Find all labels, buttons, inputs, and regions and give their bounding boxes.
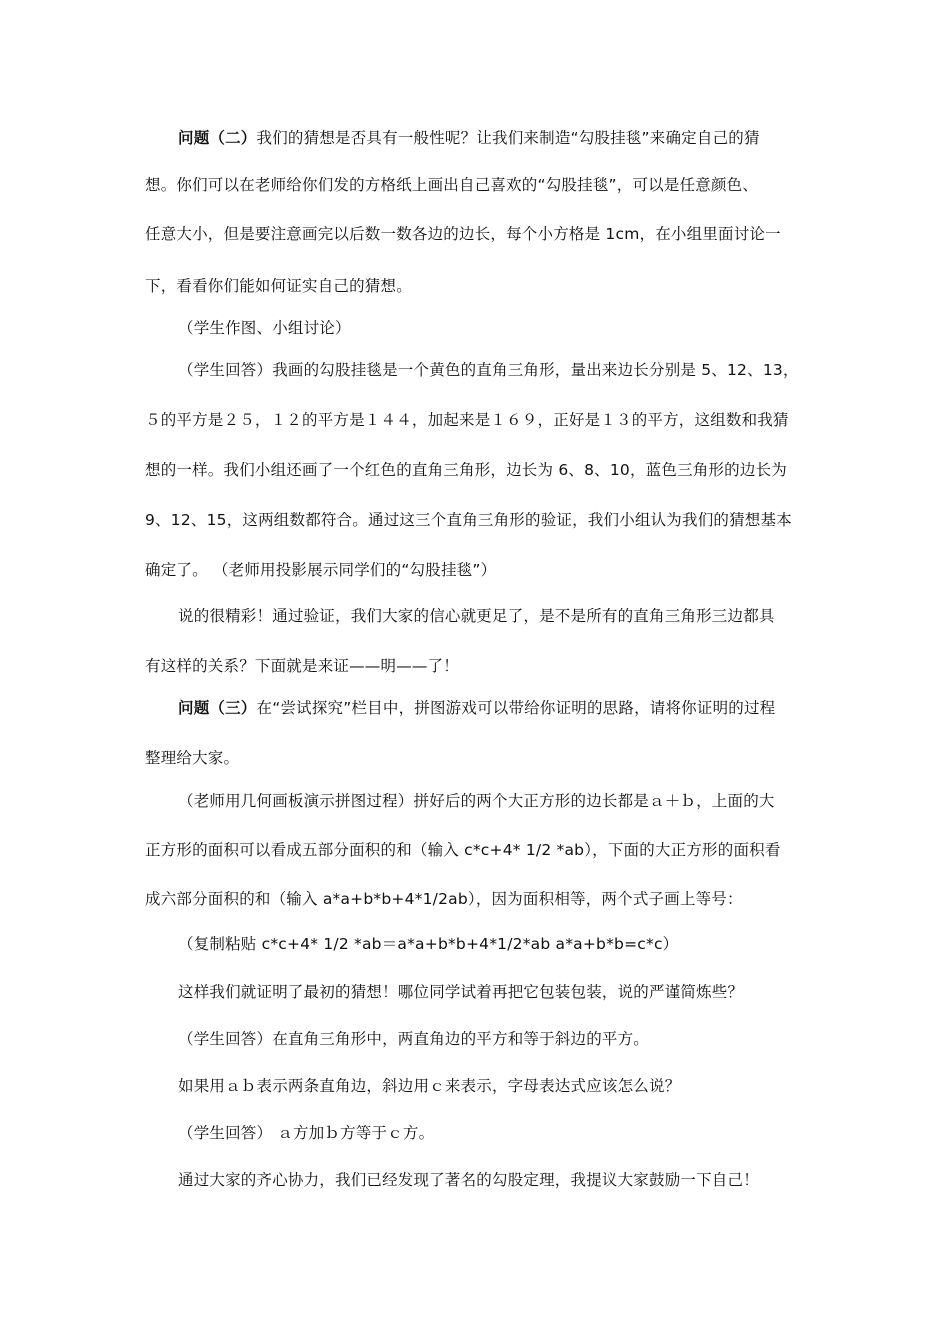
- paragraph-line: [145, 460, 815, 480]
- paragraph-line: [145, 410, 815, 430]
- paragraph-line: [145, 175, 815, 195]
- line-text: （老师用几何画板演示拼图过程）拼好后的两个大正方形的边长都是ａ＋ｂ，上面的大: [178, 792, 775, 810]
- paragraph-line: [178, 606, 818, 626]
- line-text: 确定了。 （老师用投影展示同学们的“勾股挂毯”）: [145, 561, 497, 579]
- paragraph-line: [145, 276, 815, 296]
- paragraph-line: [178, 791, 818, 811]
- paragraph-line: [145, 656, 815, 676]
- line-text: 通过大家的齐心协力，我们已经发现了著名的勾股定理，我提议大家鼓励一下自己！: [178, 1171, 759, 1189]
- line-text: （学生作图、小组讨论）: [178, 319, 351, 337]
- paragraph-line: [145, 560, 815, 580]
- line-text: 整理给大家。: [145, 749, 240, 767]
- line-text: 如果用ａｂ表示两条直角边，斜边用ｃ来表示，字母表达式应该怎么说？: [178, 1077, 681, 1095]
- line-text: （学生回答） ａ方加ｂ方等于ｃ方。: [178, 1124, 435, 1142]
- paragraph-line: [145, 889, 815, 909]
- question-heading: 问题（三）: [178, 699, 257, 717]
- paragraph-line: [178, 1123, 818, 1143]
- line-text: 想。你们可以在老师给你们发的方格纸上画出自己喜欢的“勾股挂毯”，可以是任意颜色、: [145, 176, 759, 194]
- paragraph-line: [145, 748, 815, 768]
- line-text: 成六部分面积的和（输入 a*a+b*b+4*1/2ab），因为面积相等，两个式子画上等号：: [145, 890, 743, 908]
- line-text: 任意大小，但是要注意画完以后数一数各边的边长，每个小方格是 1cm，在小组里面讨论一: [145, 225, 781, 243]
- paragraph-line: [178, 1076, 818, 1096]
- line-text: 在“尝试探究”栏目中，拼图游戏可以带给你证明的思路，请将你证明的过程: [256, 699, 776, 717]
- paragraph-line: [178, 982, 818, 1002]
- line-text: （学生回答）我画的勾股挂毯是一个黄色的直角三角形，量出来边长分别是 5、12、13，: [178, 361, 799, 379]
- paragraph-line: [178, 698, 818, 718]
- line-text: 下，看看你们能如何证实自己的猜想。: [145, 277, 412, 295]
- paragraph-line: [178, 318, 818, 338]
- line-text: 我们的猜想是否具有一般性呢？让我们来制造“勾股挂毯”来确定自己的猜: [256, 129, 760, 147]
- paragraph-line: [178, 1029, 818, 1049]
- line-text: 正方形的面积可以看成五部分面积的和（输入 c*c+4* 1/2 *ab），下面的大正方形的面积看: [145, 841, 781, 859]
- line-text: 9、12、15，这两组数都符合。通过这三个直角三角形的验证，我们小组认为我们的猜想基本: [145, 511, 792, 529]
- paragraph-line: [178, 1170, 818, 1190]
- paragraph-line: [178, 360, 818, 380]
- paragraph-line: [145, 510, 815, 530]
- line-text: （学生回答）在直角三角形中，两直角边的平方和等于斜边的平方。: [178, 1030, 650, 1048]
- line-text: 想的一样。我们小组还画了一个红色的直角三角形，边长为 6、8、10，蓝色三角形的边长为: [145, 461, 787, 479]
- paragraph-line: [178, 934, 818, 954]
- question-heading: 问题（二）: [178, 129, 257, 147]
- paragraph-line: [145, 224, 815, 244]
- line-text: 说的很精彩！通过验证，我们大家的信心就更足了，是不是所有的直角三角形三边都具: [178, 607, 775, 625]
- line-text: （复制粘贴 c*c+4* 1/2 *ab＝a*a+b*b+4*1/2*ab a*a+b*b=c*c）: [178, 935, 679, 953]
- paragraph-line: [178, 128, 818, 148]
- paragraph-line: [145, 840, 815, 860]
- line-text: ５的平方是２５，１２的平方是１４４，加起来是１６９，正好是１３的平方，这组数和我猜: [145, 411, 789, 429]
- line-text: 这样我们就证明了最初的猜想！哪位同学试着再把它包装包装，说的严谨简炼些？: [178, 983, 744, 1001]
- line-text: 有这样的关系？下面就是来证——明——了！: [145, 657, 460, 675]
